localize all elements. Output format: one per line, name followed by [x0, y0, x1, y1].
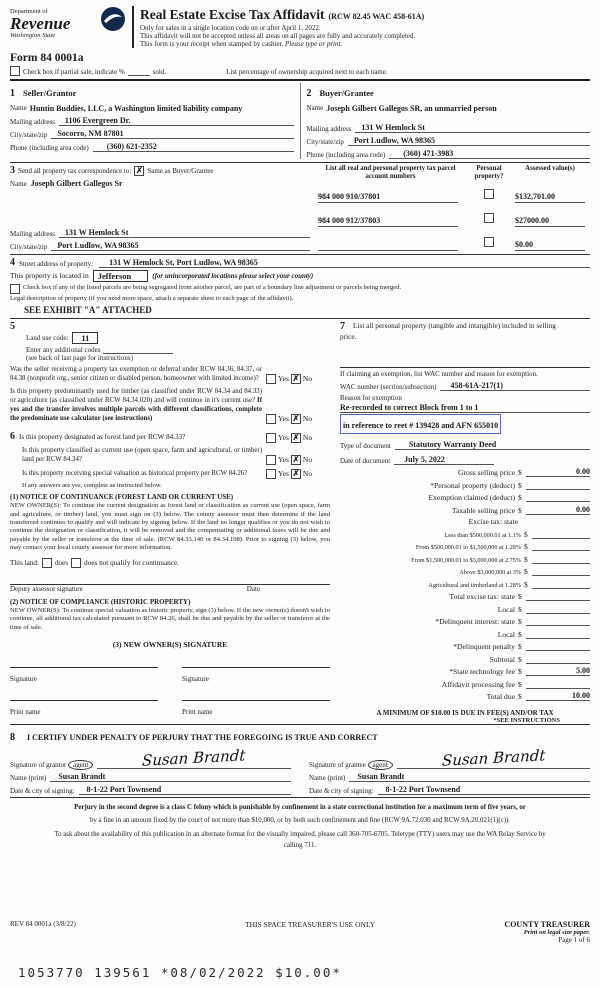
grantor-signature-field[interactable] [97, 746, 291, 771]
yes-label: Yes [278, 469, 289, 479]
partial-sale-sold: sold. [152, 68, 167, 76]
buyer-name[interactable]: Joseph Gilbert Gallegos SR, an unmarried person [326, 104, 497, 113]
bracket1-label: Less than $500,000.01 at 1.1% [444, 531, 521, 539]
bracket4-label: Above $3,000,000 at 3% [459, 569, 521, 577]
doc-type-field[interactable]: Statutory Warranty Deed [395, 440, 590, 450]
exemption-deduct-label: Exemption claimed (deduct) [428, 493, 515, 503]
deputy-signature-line[interactable] [10, 584, 330, 593]
reason-exemption-line1[interactable]: Re-recorded to correct Block from 1 to 1 [340, 403, 590, 413]
exemption-intro: If claiming an exemption, list WAC number and reason for exemption. [340, 367, 590, 378]
seller-city-field[interactable]: Socorro, NM 87801 [51, 129, 293, 139]
dollar-sign: $ [518, 493, 522, 503]
dollar-sign: $ [518, 679, 522, 689]
seller-grantor-block [10, 83, 300, 159]
bracket2-label: From $500,000.01 to $1,500,000 at 1.28% [415, 544, 521, 552]
buyer-grantee-block [300, 83, 591, 159]
main-columns [10, 319, 590, 726]
yes-label: Yes [278, 374, 289, 384]
section1-title: Seller/Grantor [23, 88, 77, 98]
seller-phone-label: Phone (including area code) [10, 144, 89, 153]
minimum-due-note: A MINIMUM OF $10.00 IS DUE IN FEE(S) AND/OR TAX [376, 709, 554, 718]
exemption-deduct-field[interactable] [526, 492, 590, 502]
notice-compliance-title: (2) NOTICE OF COMPLIANCE (HISTORIC PROPERTY) [10, 597, 191, 606]
grantor-date-field[interactable]: 8-1-22 Port Townsend [79, 785, 291, 795]
perjury-notice [10, 803, 590, 850]
forest-question [10, 430, 266, 443]
located-in-label: This property is located in [10, 271, 89, 280]
dollar-sign: $ [518, 468, 522, 478]
owner-print-name-line[interactable] [182, 700, 330, 701]
subtotal-label: Subtotal [489, 654, 515, 664]
buyer-city-field[interactable]: Port Ludlow, WA 98365 [348, 136, 590, 146]
processing-fee-label: Affidavit processing fee [441, 679, 515, 689]
no-label: No [302, 414, 313, 424]
parcel-personal-checkbox[interactable] [484, 189, 494, 199]
processing-fee-field[interactable] [526, 679, 590, 689]
header-note-3b: Please type or print. [285, 40, 343, 48]
dollar-sign: $ [524, 542, 528, 552]
parcel-value-field[interactable]: $132,701.00 [515, 192, 585, 203]
seller-phone-field[interactable]: (360) 621-2352 [93, 142, 294, 152]
section5-number: 5 [10, 320, 15, 332]
bracket1-field[interactable] [532, 529, 590, 539]
bracket2-field[interactable] [532, 541, 590, 551]
revenue-logo-icon [100, 6, 126, 32]
dollar-sign: $ [518, 592, 522, 602]
county-treasurer-label: COUNTY TREASURER [504, 920, 590, 929]
land-use-label: Land use code: [26, 333, 69, 342]
rev-number: REV 84 0001a (3/8/22) [10, 920, 76, 928]
exemption-yn [266, 374, 330, 384]
dollar-sign: $ [518, 480, 522, 490]
grantor-signature-label: Signature of grantor agent [10, 761, 93, 769]
land-does-not-checkbox[interactable] [71, 558, 81, 568]
wac-number-label: WAC number (section/subsection) [340, 382, 437, 391]
seller-mailing-field[interactable]: 1106 Evergreen Dr. [59, 116, 294, 126]
taxable-price-field[interactable]: 0.00 [526, 505, 590, 515]
header-note-1: Only for sales in a single location code on or after April 1, 2022. [140, 24, 321, 32]
agricultural-field[interactable] [532, 579, 590, 589]
grantor-print-field[interactable]: Susan Brandt [50, 772, 291, 782]
yes-label: Yes [278, 455, 289, 465]
total-due-label: Total due [486, 692, 515, 702]
parcel-col-header-numbers: List all real and personal property tax parcel account numbers [325, 165, 456, 181]
section4-number: 4 [10, 256, 15, 268]
current-use-yes-checkbox[interactable] [266, 455, 276, 465]
grantor-print-label: Name (print) [10, 774, 47, 783]
yes-label: Yes [278, 433, 289, 443]
grantee-signature-field[interactable] [397, 746, 590, 771]
dollar-sign: $ [524, 554, 528, 564]
perjury-line-1: Perjury in the second degree is a class C felony which is punishable by confinement in a state correctional institution for a maximum term of five years, or [74, 804, 526, 812]
partial-sale-row [10, 64, 590, 81]
forest-no-checkbox[interactable]: ✗ [292, 432, 300, 442]
corr-mailing-label: Mailing address [10, 229, 55, 238]
any-answers-yes-note: If any answers are yes, complete as instructed below. [22, 481, 162, 489]
title-block [132, 6, 590, 48]
section6-number: 6 [10, 430, 15, 442]
notice-compliance-body: NEW OWNER(S): To continue special valuation as historic property, sign (3) below. If the new owner(s) doesn't wish to continue, all additional tax calculated pursuant to RCW 84.26, shall be due and payable by the seller or transferor at the time of sale. [10, 606, 330, 631]
tech-fee-label: *State technology fee [449, 667, 515, 677]
local1-label: Local [497, 604, 515, 614]
personal-property-blank-area[interactable] [340, 341, 590, 367]
owner-signature-line[interactable] [182, 667, 330, 668]
partial-sale-checkbox[interactable] [10, 66, 20, 76]
print-name-label: Print name [10, 708, 41, 717]
reason-exemption-line2[interactable] [340, 414, 501, 434]
located-in-note: (for unincorporated locations please select your county) [152, 271, 314, 280]
section2-number: 2 [306, 88, 312, 99]
total-excise-state-field[interactable] [526, 591, 590, 601]
form-header [10, 6, 590, 48]
bracket3-label: From $1,500,000.01 to $3,000,000 at 2.75% [411, 556, 521, 564]
print-name-label: Print name [182, 708, 213, 717]
historic-yes-checkbox[interactable] [266, 469, 276, 479]
county-select[interactable]: Jefferson [93, 270, 149, 282]
header-note-2: This affidavit will not be accepted unless all areas on all pages are fully and accurately completed. [140, 32, 416, 40]
buyer-mailing-label: Mailing address [306, 125, 352, 134]
no-label: No [302, 433, 313, 443]
page-footer [10, 920, 590, 944]
subtotal-field[interactable] [526, 654, 590, 664]
no-label: No [302, 469, 313, 479]
no-label: No [302, 455, 313, 465]
same-as-buyer-label: Same as Buyer/Grantee [147, 166, 214, 175]
dollar-sign: $ [518, 692, 522, 702]
grantee-date-label: Date & city of signing: [309, 787, 374, 796]
total-due-field[interactable]: 10.00 [526, 691, 590, 701]
local2-label: Local [497, 629, 515, 639]
grantor-signature-script: Susan Brandt [142, 746, 247, 771]
certify-statement: I CERTIFY UNDER PENALTY OF PERJURY THAT THE FOREGOING IS TRUE AND CORRECT [27, 733, 378, 743]
exemption-yes-checkbox[interactable] [266, 374, 276, 384]
excise-tax-state-header: Excise tax: state [468, 517, 518, 527]
additional-codes-note: (see back of last page for instructions) [26, 353, 133, 362]
dollar-sign: $ [518, 505, 522, 515]
seller-name[interactable]: Huntin Buddies, LLC, a Washington limited liability company [29, 104, 243, 113]
parcel-number-field[interactable] [318, 240, 458, 251]
parcel-table [318, 165, 590, 250]
dollar-sign: $ [524, 567, 528, 577]
exemption-no-checkbox[interactable]: ✗ [292, 373, 300, 383]
partial-sale-percent-field[interactable] [128, 75, 150, 76]
section3-number: 3 [10, 165, 15, 177]
forest-question-text: Is this property designated as forest land per RCW 84.33? [19, 432, 186, 441]
street-address-field[interactable]: 131 W Hemlock St, Port Ludlow, WA 98365 [99, 258, 590, 268]
dollar-sign: $ [518, 604, 522, 614]
parcel-number-field[interactable]: 984 000 910/37801 [318, 192, 458, 203]
notice-continuance-title: (1) NOTICE OF CONTINUANCE (FOREST LAND OR CURRENT USE) [10, 493, 234, 502]
form-title: Real Estate Excise Tax Affidavit [140, 7, 325, 22]
page-number: Page 1 of 6 [558, 936, 590, 944]
reason-exemption-label: Reason for exemption [340, 393, 402, 402]
reason-exemption-line2-text: in reference to reet # 139428 and AFN 655010 [343, 420, 499, 430]
personal-property-label: List all personal property (tangible and intangible) included in selling [353, 320, 556, 330]
dollar-sign: $ [518, 617, 522, 627]
historic-question: Is this property receiving special valuation as historical property per RCW 84.26? [22, 469, 248, 477]
this-land-label: This land: [10, 558, 39, 567]
property-location-section [10, 255, 590, 319]
parcel-number-field[interactable]: 984 000 912/37803 [318, 216, 458, 227]
alt-format-note: To ask about the availability of this publication in an alternate format for the visually impaired, please call 360-705-6705. Teletype (TTY) users may use the WA Relay Service by calling 711. [54, 831, 546, 849]
forest-yes-checkbox[interactable] [266, 433, 276, 443]
tech-fee-field[interactable]: 5.00 [526, 666, 590, 676]
grantor-grantee-section [10, 81, 590, 163]
certification-section [10, 725, 590, 798]
treasurer-space-label: THIS SPACE TREASURER'S USE ONLY [245, 920, 376, 929]
does-not-label: does not qualify for continuance. [84, 558, 179, 567]
section7-number: 7 [340, 320, 345, 332]
wac-number-field[interactable]: 458-61A-217(1) [440, 381, 590, 391]
bracket4-field[interactable] [532, 566, 590, 576]
same-as-buyer-checkbox[interactable]: ✗ [135, 165, 143, 175]
buyer-city-label: City/state/zip [306, 138, 344, 147]
ownership-percent-label: List percentage of ownership acquired next to each name. [226, 68, 388, 76]
gross-price-field[interactable]: 0.00 [526, 467, 590, 477]
exemption-question: Was the seller receiving a property tax exemption or deferral under RCW 84.36, 84.37, or 84.38 (nonprofit org., senior citizen or disabled person, homeowner with limited income)? [10, 365, 262, 382]
segregated-label: Check box if any of the listed parcels are being segregated from another parcel, are part of a boundary line adjustment or parcels being merged. [23, 283, 402, 291]
parcel-value-field[interactable]: $0.00 [515, 240, 585, 251]
new-owners-signature-title: (3) NEW OWNER(S) SIGNATURE [112, 640, 228, 650]
form-title-rcw: (RCW 82.45 WAC 458-61A) [328, 12, 425, 21]
section2-title: Buyer/Grantee [319, 88, 374, 98]
forest-yn [266, 433, 330, 443]
corr-city-field[interactable]: Port Ludlow, WA 98365 [51, 241, 310, 251]
grantee-date-field[interactable]: 8-1-22 Port Townsend [378, 785, 590, 795]
treasurer-stamp: 1053770 139561 *08/02/2022 $10.00* [18, 965, 342, 980]
taxable-price-label: Taxable selling price [451, 505, 515, 515]
land-does-checkbox[interactable] [42, 558, 52, 568]
see-instructions-note: *SEE INSTRUCTIONS [493, 717, 560, 725]
agency-sub: Washington State [10, 32, 56, 39]
doc-date-field[interactable]: July 5, 2022 [394, 455, 494, 465]
dollar-sign: $ [518, 629, 522, 639]
historic-yn [266, 469, 330, 479]
doc-type-label: Type of document [340, 441, 391, 450]
agency-name: Revenue [10, 14, 71, 33]
form-number: Form 84 0001a [10, 52, 84, 64]
signature-label: Signature [10, 675, 37, 684]
timber-no-checkbox[interactable]: ✗ [292, 413, 300, 423]
seller-city-label: City/state/zip [10, 131, 48, 140]
buyer-phone-field[interactable]: (360) 471-3983 [389, 149, 590, 159]
parcel-row [318, 233, 590, 251]
perjury-line-2: by a fine in an amount fixed by the court of not more than $10,000, or by both such confinement and fine (RCW 9A.72.030 and RCW 9A.20.021(1)(c)). [89, 816, 511, 824]
header-note-3a: This form is your receipt when stamped by cashier. [140, 40, 284, 48]
dept-line: Department of [10, 8, 48, 15]
dollar-sign: $ [518, 654, 522, 664]
local1-field[interactable] [526, 604, 590, 614]
correspondence-block [10, 165, 318, 250]
parcel-row [318, 185, 590, 203]
parcel-col-header-personal: Personal property? [474, 165, 504, 181]
agency-block [10, 6, 132, 48]
correspondence-label: Send all property tax correspondence to: [18, 166, 132, 175]
dollar-sign: $ [524, 529, 528, 539]
parcel-personal-checkbox[interactable] [484, 237, 494, 247]
segregated-checkbox[interactable] [10, 284, 20, 294]
corr-city-label: City/state/zip [10, 242, 48, 251]
dollar-sign: $ [518, 642, 522, 652]
deputy-date-label: Date [246, 584, 260, 593]
local2-field[interactable] [526, 629, 590, 639]
corr-name[interactable]: Joseph Gilbert Gallegos Sr [30, 179, 123, 189]
legal-description-value[interactable]: SEE EXHIBIT "A" ATTACHED [24, 304, 152, 315]
parcel-col-header-assessed: Assessed value(s) [525, 165, 575, 173]
grantee-signature-script: Susan Brandt [441, 746, 546, 771]
section-7-column [340, 321, 590, 725]
street-address-label: Street address of property: [19, 259, 94, 268]
sections-5-6-column [10, 321, 340, 725]
total-excise-state-label: Total excise tax: state [449, 592, 515, 602]
partial-sale-label: Check box if partial sale, indicate % [23, 68, 125, 76]
agricultural-label: Agricultural and timberland at 1.28% [428, 581, 521, 589]
price-label: price. [340, 331, 357, 341]
bracket3-field[interactable] [532, 554, 590, 564]
does-label: does [54, 558, 69, 567]
personal-deduct-field[interactable] [526, 480, 590, 490]
parcel-value-field[interactable]: $27000.00 [515, 216, 585, 227]
historic-no-checkbox[interactable]: ✗ [292, 468, 300, 478]
grantee-print-label: Name (print) [309, 774, 346, 783]
timber-question-b: If yes and the transfer involves multiple parcels with different classifications, complete the predominate use calculator (see instructions) [10, 396, 262, 422]
dollar-sign: $ [524, 579, 528, 589]
header-note-3 [140, 40, 590, 48]
corr-mailing-field[interactable]: 131 W Hemlock St [59, 228, 310, 238]
section8-number: 8 [10, 732, 15, 744]
legal-size-note: Print on legal size paper. [523, 929, 590, 936]
parcel-row [318, 209, 590, 227]
grantee-print-field[interactable]: Susan Brandt [349, 772, 590, 782]
additional-codes-label: Enter any additional codes [26, 345, 101, 354]
grantor-date-label: Date & city of signing: [10, 787, 75, 796]
delinquent-penalty-label: *Delinquent penalty [453, 642, 515, 652]
delinquent-interest-label: *Delinquent interest: state [435, 617, 515, 627]
personal-deduct-label: *Personal property (deduct) [430, 480, 515, 490]
signature-label: Signature [182, 675, 209, 684]
notice-continuance-body: NEW OWNER(S): To continue the current designation as forest land or classification as current use (open space, farm and agriculture, or timber) land, you must sign on (3) below. The county assessor must then determine if the land transferred continues to qualify and will indicate by signing below. If the land no longer qualifies or you do not wish to continue the designation or classification, it will be removed and the compensating or additional taxes will be due and payable by the seller or transferor at the time of sale. (RCW 84.33.140 or 84.34.108). Prior to signing (3) below, you may contact your local county assessor for more information. [10, 502, 330, 552]
agent-circled: agent [68, 760, 93, 770]
seller-mailing-label: Mailing address [10, 118, 55, 127]
section1-number: 1 [10, 88, 15, 99]
parcel-personal-checkbox[interactable] [484, 213, 494, 223]
doc-date-label: Date of document [340, 456, 391, 465]
timber-yn [266, 414, 330, 424]
owner-print-name-line[interactable] [10, 700, 158, 701]
buyer-mailing-field[interactable]: 131 W Hemlock St [355, 123, 590, 133]
dollar-sign: $ [518, 667, 522, 677]
buyer-name-label: Name [306, 104, 324, 112]
no-label: No [302, 374, 313, 384]
gross-price-label: Gross selling price [458, 468, 515, 478]
current-use-no-checkbox[interactable]: ✗ [292, 454, 300, 464]
corr-name-label: Name [10, 180, 27, 189]
yes-label: Yes [278, 414, 289, 424]
timber-yes-checkbox[interactable] [266, 414, 276, 424]
legal-description-label: Legal description of property (if you need more space, attach a separate sheet to each page of the affidavit). [10, 294, 294, 302]
grantee-signature-label: Signature of grantee agent [309, 761, 393, 769]
delinquent-penalty-field[interactable] [526, 641, 590, 651]
timber-question [10, 388, 266, 424]
delinquent-interest-field[interactable] [526, 616, 590, 626]
seller-name-label: Name [10, 104, 27, 112]
owner-signature-line[interactable] [10, 667, 158, 668]
agent-circled: agent [368, 760, 393, 770]
deputy-assessor-label: Deputy assessor signature [10, 584, 83, 593]
land-use-code-field[interactable]: 11 [72, 332, 98, 344]
timber-question-a: Is this property predominantly used for timber (as classified under RCW 84.34 and 84.33) or agriculture (as classified under RCW 84.34.020) and will continue in it's current use? [10, 387, 262, 404]
buyer-phone-label: Phone (including area code) [306, 151, 386, 160]
current-use-question: Is this property classified as current use (open space, farm and agricultural, or timber) land per RCW 84.34? [22, 446, 262, 463]
current-use-yn [266, 455, 330, 465]
correspondence-parcels-section [10, 163, 590, 254]
